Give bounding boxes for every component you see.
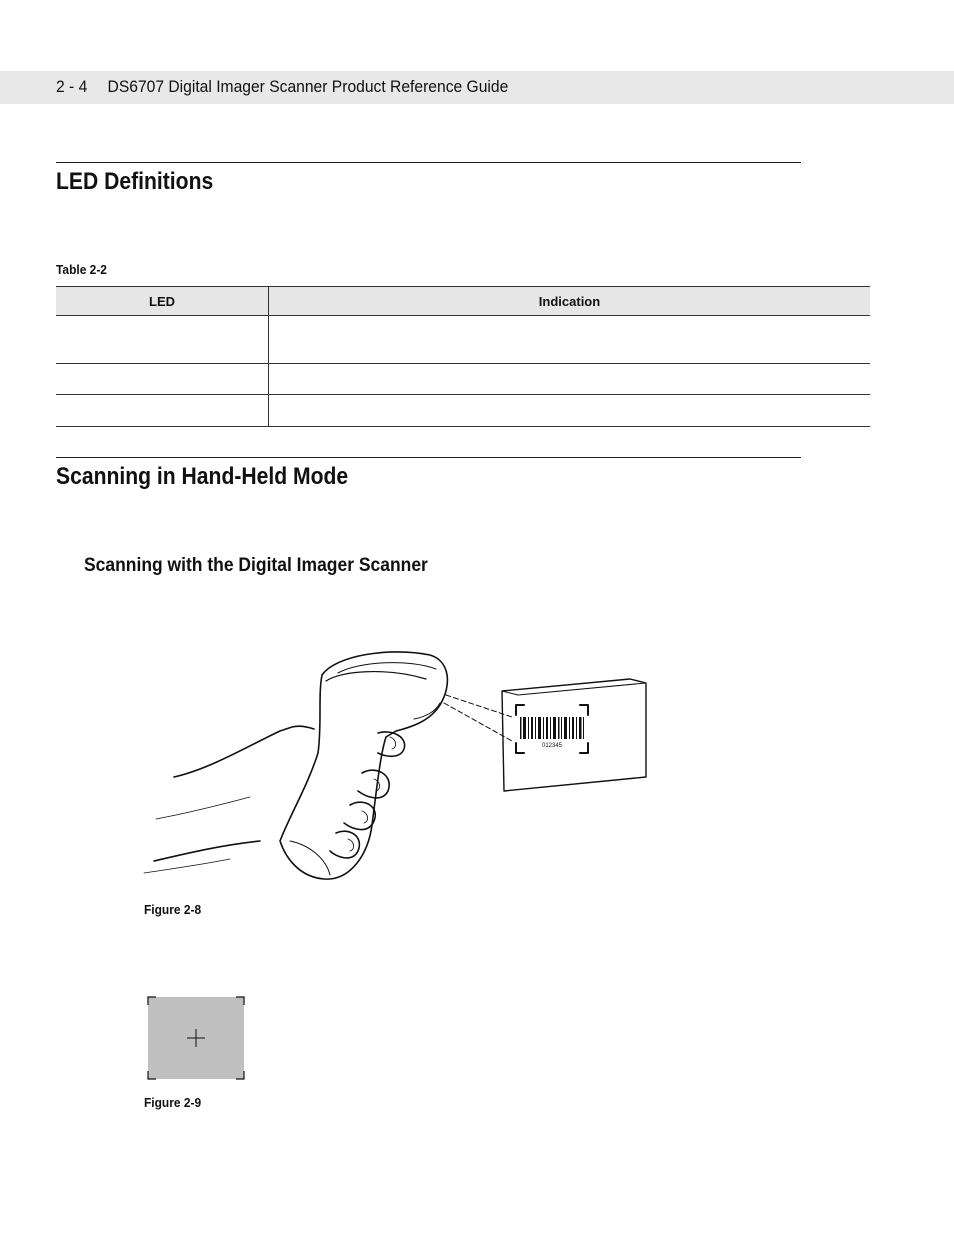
figure-2-9-aiming-pattern	[144, 993, 248, 1083]
table-cell	[56, 395, 269, 427]
table-row	[56, 316, 870, 364]
figure-2-8-scanning-illustration	[140, 645, 650, 885]
led-table	[56, 286, 870, 427]
barcode-digits: 012345	[541, 743, 563, 749]
section-rule	[56, 457, 801, 458]
heading-hand-held-mode: Scanning in Hand-Held Mode	[56, 463, 349, 490]
table-cell	[269, 364, 871, 395]
table-cell	[269, 316, 871, 364]
table-cell	[56, 316, 269, 364]
table-row	[56, 364, 870, 395]
table-caption: Table 2-2	[56, 262, 107, 277]
section-rule	[56, 162, 801, 163]
column-header-indication: Indication	[269, 287, 871, 316]
header-page-number: 2 - 4	[56, 77, 88, 96]
table-cell	[269, 395, 871, 427]
table-row	[56, 395, 870, 427]
column-header-led: LED	[56, 287, 269, 316]
figure-2-9-caption: Figure 2-9	[144, 1095, 202, 1110]
subheading-digital-imager: Scanning with the Digital Imager Scanner	[84, 555, 428, 576]
table-cell	[56, 364, 269, 395]
heading-led-definitions: LED Definitions	[56, 168, 214, 195]
table-header-row	[56, 287, 870, 316]
header-guide-title: DS6707 Digital Imager Scanner Product Reference Guide	[107, 77, 509, 96]
figure-2-8-caption: Figure 2-8	[144, 902, 202, 917]
page-header	[0, 71, 954, 104]
header-text	[56, 77, 508, 97]
